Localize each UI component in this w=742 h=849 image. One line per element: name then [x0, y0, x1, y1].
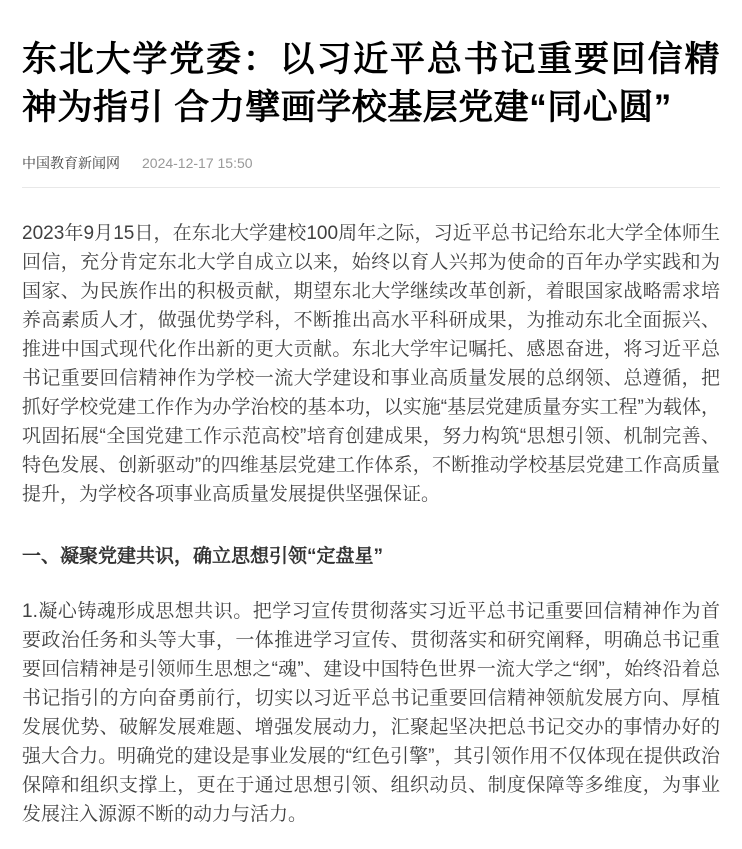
header-divider	[22, 187, 720, 188]
article-publish-date: 2024-12-17 15:50	[142, 155, 253, 171]
section-heading-1: 一、凝聚党建共识，确立思想引领“定盘星”	[22, 546, 384, 567]
article-source: 中国教育新闻网	[22, 155, 120, 171]
intro-paragraph: 2023年9月15日，在东北大学建校100周年之际，习近平总书记给东北大学全体师生回信，充分肯定东北大学自成立以来，始终以育人兴邦为使命的百年办学实践和为国家、为民族作出的积极贡献，期望东北大学继续改革创新，着眼国家战略需求培养高素质人才，做强优势学科，不断推出高水平科研成果，为推动东北全面振兴、推进中国式现代化作出新的更大贡献。东北大学牢记嘱托、感恩奋进，将习近平总书记重要回信精神作为学校一流大学建设和事业高质量发展的总纲领、总遵循，把抓好学校党建工作作为办学治校的基本功，以实施“基层党建质量夯实工程”为载体，巩固拓展“全国党建工作示范高校”培育创建成果，努力构筑“思想引领、机制完善、特色发展、创新驱动”的四维基层党建工作体系，不断推动学校基层党建工作高质量提升，为学校各项事业高质量发展提供坚强保证。	[22, 223, 720, 505]
page-title: 东北大学党委：以习近平总书记重要回信精神为指引 合力擘画学校基层党建“同心圆”	[22, 40, 720, 127]
section-1-paragraph-1: 1.凝心铸魂形成思想共识。把学习宣传贯彻落实习近平总书记重要回信精神作为首要政治任务和头等大事，一体推进学习宣传、贯彻落实和研究阐释，明确总书记重要回信精神是引领师生思想之“魂”、建设中国特色世界一流大学之“纲”，始终沿着总书记指引的方向奋勇前行，切实以习近平总书记重要回信精神领航发展方向、厚植发展优势、破解发展难题、增强发展动力，汇聚起坚决把总书记交办的事情办好的强大合力。明确党的建设是事业发展的“红色引擎”，其引领作用不仅体现在提供政治保障和组织支撑上，更在于通过思想引领、组织动员、制度保障等多维度，为事业发展注入源源不断的动力与活力。	[22, 601, 720, 825]
article-body	[22, 219, 720, 829]
article-meta-row	[22, 153, 720, 173]
